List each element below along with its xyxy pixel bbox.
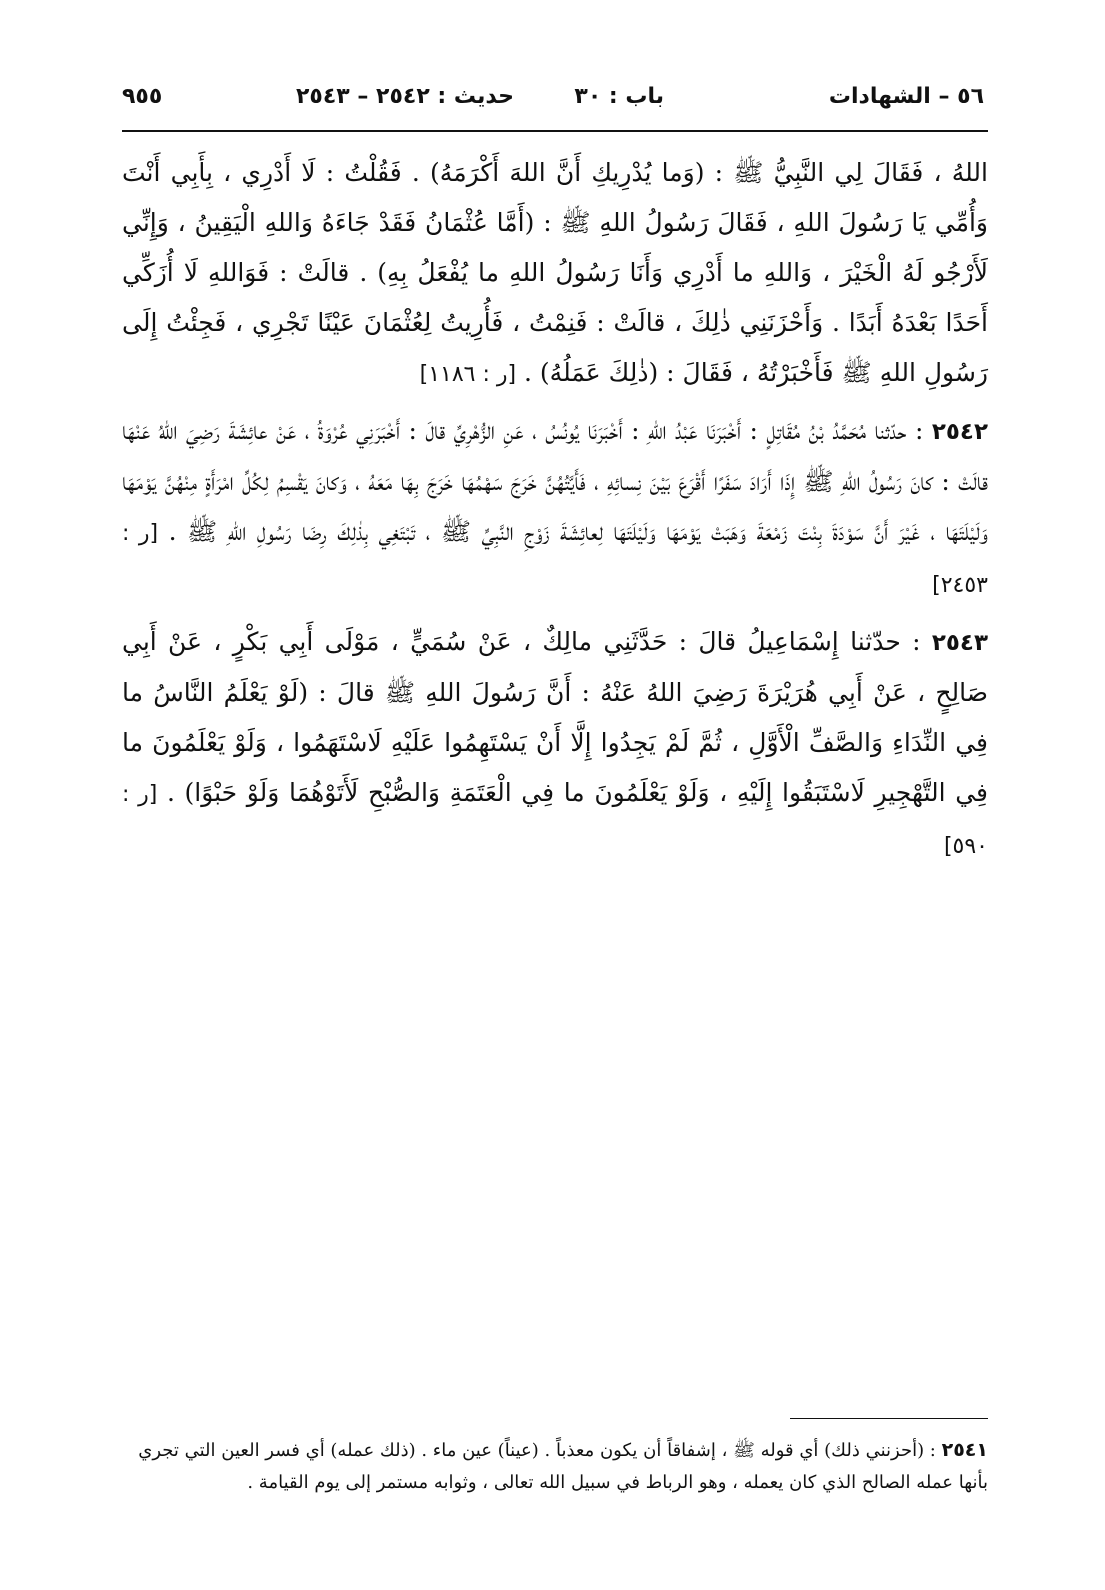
hadith-number: ٢٥٤٣ [931, 630, 989, 656]
footnote [122, 1434, 988, 1499]
header-divider [122, 130, 988, 132]
footnote-paragraph [122, 1434, 988, 1499]
main-text [122, 148, 988, 872]
hadith-2542 [122, 406, 988, 611]
continuation-paragraph [122, 148, 988, 400]
running-header [122, 80, 984, 120]
footnote-divider [790, 1418, 988, 1419]
footnote-number: ٢٥٤١ [941, 1439, 988, 1461]
hadith-range: حديث : ٢٥٤٢ – ٢٥٤٣ [296, 84, 514, 109]
hadith-number: ٢٥٤٢ [931, 419, 988, 445]
page-number: ٩٥٥ [122, 84, 163, 109]
chapter-title: ٥٦ – الشهادات [828, 84, 984, 109]
hadith-text: : حدّثنا إِسْمَاعِيلُ قالَ : حَدَّثَنِي مالِكٌ ، عَنْ سُمَيٍّ ، مَوْلَى أَبِي بَكْرٍ ، عَنْ أَبِي صَالِحٍ ، عَنْ أَبِي هُرَيْرَةَ رَضِيَ اللهُ عَنْهُ : أَنَّ رَسُولَ اللهِ ﷺ قالَ : (لَوْ يَعْلَمُ النَّاسُ ما فِي النِّدَاءِ وَالصَّفِّ الْأَوَّلِ ، ثُمَّ لَمْ يَجِدُوا إِلَّا أَنْ يَسْتَهِمُوا عَلَيْهِ لَاسْتَهَمُوا ، وَلَوْ يَعْلَمُونَ ما فِي التَّهْجِيرِ لَاسْتَبَقُوا إِلَيْهِ ، وَلَوْ يَعْلَمُونَ ما فِي الْعَتَمَةِ وَالصُّبْحِ لَأَتَوْهُمَا وَلَوْ حَبْوًا) . [122, 627, 988, 807]
bab-label: باب : ٣٠ [574, 84, 664, 109]
continuation-text: اللهُ ، فَقَالَ لِي النَّبِيُّ ﷺ : (وَما يُدْرِيكِ أَنَّ اللهَ أَكْرَمَهُ) . فَقُلْتُ : لَا أَدْرِي ، بِأَبِي أَنْتَ وَأُمِّي يَا رَسُولَ اللهِ ، فَقَالَ رَسُولُ اللهِ ﷺ : (أَمَّا عُثْمَانُ فَقَدْ جَاءَهُ وَاللهِ الْيَقِينُ ، وَإِنِّي لَأَرْجُو لَهُ الْخَيْرَ ، وَاللهِ ما أَدْرِي وَأَنَا رَسُولُ اللهِ ما يُفْعَلُ بِهِ) . قالَتْ : فَوَاللهِ لَا أُزَكِّي أَحَدًا بَعْدَهُ أَبَدًا . وَأَحْزَنَنِي ذٰلِكَ ، قالَتْ : فَنِمْتُ ، فَأُرِيتُ لِعُثْمَانَ عَيْنًا تَجْرِي ، فَجِئْتُ إِلَى رَسُولِ اللهِ ﷺ فَأَخْبَرْتُهُ ، فَقَالَ : (ذٰلِكَ عَمَلُهُ) . [122, 158, 988, 387]
hadith-text: : حدّثنا مُحَمَّدُ بْنُ مُقَاتِلٍ : أَخْبَرَنَا عَبْدُ اللهِ : أَخْبَرَنَا يُونُسُ ، عَنِ الزُّهْرِيِّ قالَ : أَخْبَرَنِي عُرْوَةُ ، عَنْ عائِشَةَ رَضِيَ اللهُ عَنْهَا قالَتْ : كانَ رَسُولُ اللهِ ﷺ إِذَا أَرَادَ سَفَرًا أَقْرَعَ بَيْنَ نِسائِهِ ، فَأَيَّتُهُنَّ خَرَجَ سَهْمُهَا خَرَجَ بِهَا مَعَهُ ، وَكانَ يَقْسِمُ لِكُلِّ امْرَأَةٍ مِنْهُنَّ يَوْمَهَا وَلَيْلَتَهَا ، غَيْرَ أَنَّ سَوْدَةَ بِنْتَ زَمْعَةَ وَهَبَتْ يَوْمَهَا وَلَيْلَتَهَا لِعائِشَةَ زَوْجِ النَّبِيِّ ﷺ ، تَبْتَغِي بِذٰلِكَ رِضَا رَسُولِ اللهِ ﷺ . [122, 416, 988, 546]
cross-reference: [ر : ٢٤٥٣] [122, 521, 988, 598]
hadith-2543 [122, 617, 988, 872]
cross-reference: [ر : ١١٨٦] [419, 362, 517, 387]
cross-reference: [ر : ٥٩٠] [122, 782, 988, 859]
footnote-text: : (أحزنني ذلك) أي قوله ﷺ ، إشفاقاً أن يكون معذباً . (عيناً) عين ماء . (ذلك عمله) أي فسر العين التي تجري بأنها عمله الصالح الذي كان يعمله ، وهو الرباط في سبيل الله تعالى ، وثوابه مستمر إلى يوم القيامة . [138, 1440, 988, 1493]
